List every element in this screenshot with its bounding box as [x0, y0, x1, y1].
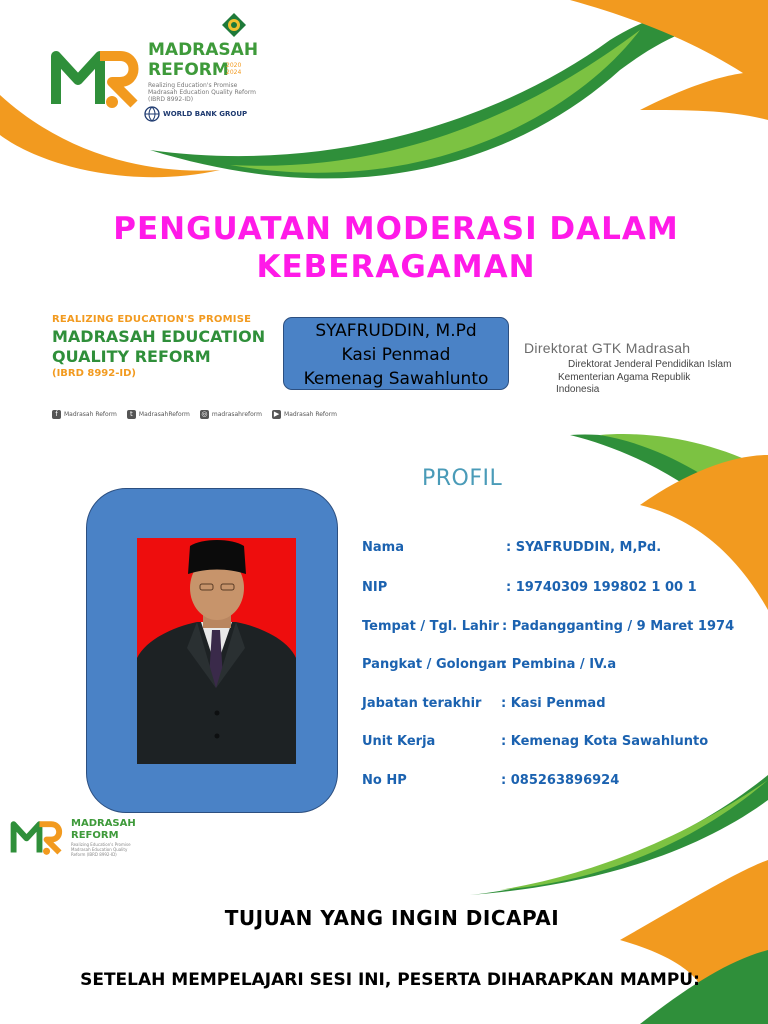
facebook-icon: f — [52, 410, 61, 419]
madrasah-reform-logo — [50, 42, 145, 110]
profile-photo — [137, 538, 296, 764]
program-ibrd: (IBRD 8992-ID) — [52, 368, 136, 379]
youtube-icon: ▶ — [273, 410, 280, 418]
presenter-position: Kasi Penmad — [341, 345, 451, 365]
brand-name: MADRASAH REFORM — [148, 40, 259, 80]
world-bank-logo — [144, 106, 247, 122]
social-facebook[interactable]: f Madrasah Reform — [52, 410, 117, 419]
directorate-line1: Direktorat Jenderal Pendidikan Islam — [568, 359, 732, 370]
social-twitter[interactable]: t MadrasahReform — [127, 410, 190, 419]
instagram-icon: ◎ — [201, 410, 208, 418]
program-realizing: REALIZING EDUCATION'S PROMISE — [52, 314, 252, 325]
presenter-name-box — [283, 317, 509, 390]
directorate-line2: Kementerian Agama Republik — [558, 372, 691, 383]
presenter-name: SYAFRUDDIN, M.Pd — [315, 321, 477, 341]
profil-heading: PROFIL — [422, 466, 503, 491]
footer-brand-tagline: Realizing Education's Promise Madrasah Education Quality Reform (IBRD 8992-ID) — [71, 842, 131, 857]
social-youtube[interactable]: ▶ Madrasah Reform — [273, 410, 337, 418]
globe-icon — [144, 106, 160, 122]
madrasah-reform-logo-small — [10, 816, 66, 856]
social-instagram[interactable]: ◎ madrasahreform — [201, 410, 263, 418]
page-title: PENGUATAN MODERASI DALAM KEBERAGAMAN — [113, 211, 679, 285]
directorate-title: Direktorat GTK Madrasah — [524, 340, 691, 356]
twitter-icon: t — [127, 410, 136, 419]
directorate-line3: Indonesia — [556, 384, 600, 395]
presenter-office: Kemenag Sawahlunto — [303, 369, 489, 389]
footer-brand-name: MADRASAH REFORM — [71, 818, 136, 841]
brand-years: 2020 2024 — [226, 62, 242, 76]
goals-title: TUJUAN YANG INGIN DICAPAI — [224, 906, 560, 930]
goals-subtitle: SETELAH MEMPELAJARI SESI INI, PESERTA DIHARAPKAN MAMPU: — [80, 970, 700, 990]
social-links — [52, 410, 337, 419]
kemenag-emblem-icon — [221, 12, 247, 38]
brand-tagline: Realizing Education's Promise Madrasah Education Quality Reform (IBRD 8992-ID) — [148, 82, 257, 103]
program-name: MADRASAH EDUCATION QUALITY REFORM — [52, 327, 266, 366]
world-bank-label: WORLD BANK GROUP — [163, 110, 248, 118]
